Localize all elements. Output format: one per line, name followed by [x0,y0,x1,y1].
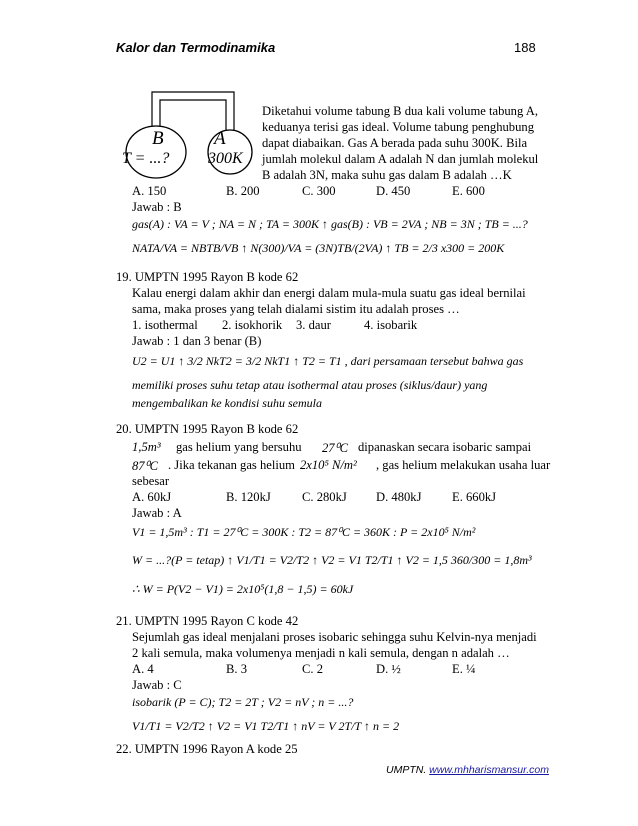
p22-heading: 22. UMPTN 1996 Rayon A kode 25 [116,742,298,756]
p19-answer: Jawab : 1 dan 3 benar (B) [132,334,262,348]
p18-option-d: D. 450 [376,184,411,198]
p19-text-line-1: Kalau energi dalam akhir dan energi dalam mula-mula suatu gas ideal bernilai [132,286,526,300]
page-number: 188 [514,40,536,55]
p18-option-a: A. 150 [132,184,167,198]
p18-text-line-5: B adalah 3N, maka suhu gas dalam B adalah …K [262,168,512,182]
p20-temp-initial: 27⁰C [322,441,349,455]
p21-option-d: D. ½ [376,662,401,676]
p18-text-line-3: dapat diabaikan. Gas A berada pada suhu 300K. Bila [262,136,528,150]
p18-text-line-1: Diketahui volume tabung B dua kali volume tabung A, [262,104,538,118]
p20-text-1b: gas helium yang bersuhu [176,440,302,454]
p18-text-line-4: jumlah molekul dalam A adalah N dan jumlah molekul [262,152,539,166]
p18-equation-1: gas(A) : VA = V ; NA = N ; TA = 300K ↑ gas(B) : VB = 2VA ; NB = 3N ; TB = ...? [132,217,528,231]
p21-option-e: E. ¼ [452,662,476,676]
p21-equation-2: V1/T1 = V2/T2 ↑ V2 = V1 T2/T1 ↑ nV = V 2T/T ↑ n = 2 [132,719,400,733]
header-title: Kalor dan Termodinamika [116,40,276,55]
p21-heading: 21. UMPTN 1995 Rayon C kode 42 [116,614,299,628]
p20-volume: 1,5m³ [132,440,161,454]
p19-equation-2: memiliki proses suhu tetap atau isothermal atau proses (siklus/daur) yang [132,378,488,392]
p18-option-b: B. 200 [226,184,260,198]
p19-choice-4: 4. isobarik [364,318,418,332]
footer-prefix: UMPTN. [386,764,430,776]
p19-choice-2: 2. isokhorik [222,318,283,332]
p18-option-e: E. 600 [452,184,485,198]
p21-option-c: C. 2 [302,662,323,676]
footer [386,764,549,776]
p21-text-line-1: Sejumlah gas ideal menjalani proses isobaric sehingga suhu Kelvin-nya menjadi [132,630,537,644]
p18-equation-2: NATA/VA = NBTB/VB ↑ N(300)/VA = (3N)TB/(2VA) ↑ TB = 2/3 x300 = 200K [132,241,505,255]
tank-a-temp: 300K [208,150,243,167]
p19-heading: 19. UMPTN 1995 Rayon B kode 62 [116,270,299,284]
p20-option-a: A. 60kJ [132,490,172,504]
p20-text-2d: , gas helium melakukan usaha luar [376,458,551,472]
p20-equation-3: ∴ W = P(V2 − V1) = 2x10⁵(1,8 − 1,5) = 60kJ [132,582,354,596]
p20-pressure: 2x10⁵ N/m² [300,458,357,472]
p21-text-line-2: 2 kali semula, maka volumenya menjadi n kali semula, dengan n adalah … [132,646,510,660]
p19-choice-3: 3. daur [296,318,331,332]
p21-answer: Jawab : C [132,678,182,692]
p21-option-a: A. 4 [132,662,154,676]
p18-answer: Jawab : B [132,200,182,214]
p20-equation-2: W = ...?(P = tetap) ↑ V1/T1 = V2/T2 ↑ V2 = V1 T2/T1 ↑ V2 = 1,5 360/300 = 1,8m³ [132,553,532,567]
p21-equation-1: isobarik (P = C); T2 = 2T ; V2 = nV ; n = ...? [132,695,354,709]
p20-option-c: C. 280kJ [302,490,347,504]
p20-text-3: sebesar [132,474,170,488]
p19-choice-1: 1. isothermal [132,318,198,332]
p20-temp-final: 87⁰C [132,459,159,473]
p20-heading: 20. UMPTN 1995 Rayon B kode 62 [116,422,299,436]
tank-b-label: B [152,128,164,149]
tank-b-temp: T = ...? [122,150,170,167]
p18-option-c: C. 300 [302,184,336,198]
tank-a-label: A [214,128,226,149]
tank-diagram [114,86,254,192]
p20-answer: Jawab : A [132,506,182,520]
p19-equation-3: mengembalikan ke kondisi suhu semula [132,396,322,410]
p18-text-line-2: keduanya terisi gas ideal. Volume tabung penghubung [262,120,534,134]
p20-text-2b: . Jika tekanan gas helium [168,458,295,472]
p20-option-b: B. 120kJ [226,490,271,504]
p19-text-line-2: sama, maka proses yang telah dialami sistim itu adalah proses … [132,302,460,316]
p20-equation-1: V1 = 1,5m³ : T1 = 27⁰C = 300K : T2 = 87⁰C = 360K : P = 2x10⁵ N/m² [132,525,476,539]
p21-option-b: B. 3 [226,662,247,676]
p20-text-1d: dipanaskan secara isobaric sampai [358,440,532,454]
p19-equation-1: U2 = U1 ↑ 3/2 NkT2 = 3/2 NkT1 ↑ T2 = T1 , dari persamaan tersebut bahwa gas [132,354,524,368]
p20-option-e: E. 660kJ [452,490,497,504]
p20-option-d: D. 480kJ [376,490,422,504]
footer-website-link[interactable]: www.mhharismansur.com [429,764,549,776]
